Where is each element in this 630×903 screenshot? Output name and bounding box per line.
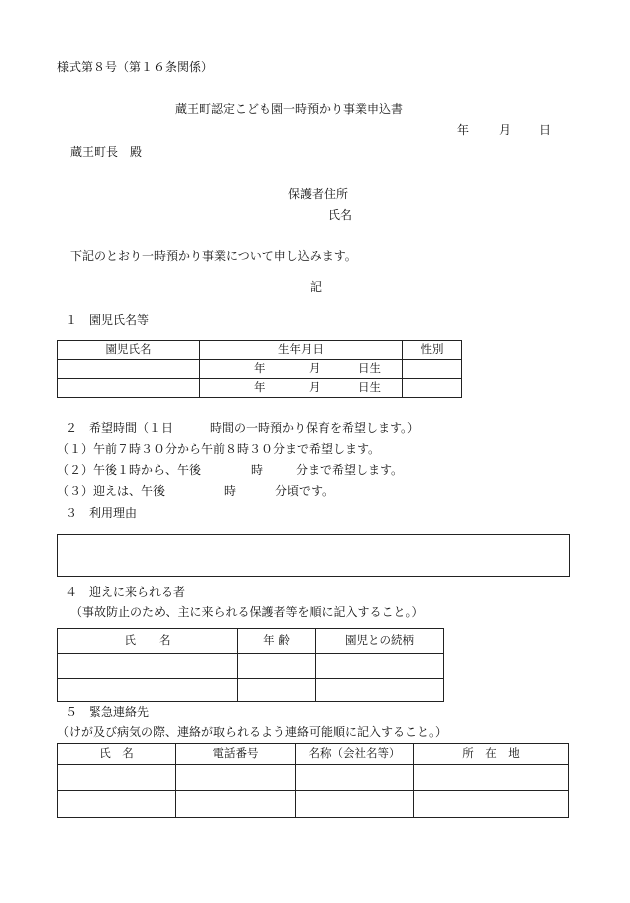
header-pickup-age: 年 齢 [238,629,316,654]
header-contact-name: 氏 名 [58,744,176,765]
company-cell[interactable] [296,791,414,818]
option-2-b: 時 [251,463,264,477]
pickup-name-cell[interactable] [58,654,238,679]
contact-name-cell[interactable] [58,765,176,791]
table-row [58,654,444,679]
birth-day-label: 日生 [358,361,381,375]
header-sex: 性別 [403,341,462,360]
emergency-contact-table [57,743,569,818]
contact-name-cell[interactable] [58,791,176,818]
table-header-row [58,629,444,654]
option-2-a: （２）午後１時から、午後 [57,463,202,477]
child-info-table [57,340,462,398]
birth-month-label: 月 [309,361,321,375]
section5-heading: ５ 緊急連絡先 [65,705,150,719]
header-phone: 電話番号 [176,744,296,765]
table-row [58,379,462,398]
header-company: 名称（会社名等） [296,744,414,765]
birth-day-label: 日生 [358,380,381,394]
phone-cell[interactable] [176,791,296,818]
form-number: 様式第８号（第１６条関係） [57,60,214,74]
option-1: （１）午前７時３０分から午前８時３０分まで希望します。 [57,442,381,456]
company-cell[interactable] [296,765,414,791]
header-pickup-name: 氏 名 [58,629,238,654]
phone-cell[interactable] [176,765,296,791]
option-2-c: 分まで希望します。 [296,463,404,477]
birthdate-cell[interactable] [200,360,403,379]
guardian-address-label: 保護者住所 [288,187,349,201]
section2-heading-b: 時間の一時預かり保育を希望します。） [210,421,420,435]
sex-cell[interactable] [403,379,462,398]
section2-heading-a: ２ 希望時間（１日 [65,421,174,435]
location-cell[interactable] [414,791,569,818]
table-row [58,679,444,702]
header-pickup-relation: 園児との続柄 [316,629,444,654]
intro-text: 下記のとおり一時預かり事業について申し込みます。 [70,249,357,263]
option-3-b: 時 [224,484,237,498]
section4-note: （事故防止のため、主に来られる保護者等を順に記入すること。） [70,605,424,619]
section4-heading: ４ 迎えに来られる者 [65,585,186,599]
addressee: 蔵王町長 殿 [70,145,143,159]
sex-cell[interactable] [403,360,462,379]
pickup-person-table [57,628,444,702]
date-year-label: 年 [457,123,470,137]
pickup-age-cell[interactable] [238,654,316,679]
option-3-c: 分頃です。 [275,484,335,498]
option-3-a: （３）迎えは、午後 [57,484,166,498]
pickup-relation-cell[interactable] [316,654,444,679]
birthdate-cell[interactable] [200,379,403,398]
location-cell[interactable] [414,765,569,791]
birth-year-label: 年 [254,361,266,375]
date-day-label: 日 [539,123,552,137]
pickup-name-cell[interactable] [58,679,238,702]
header-child-name: 園児氏名 [58,341,200,360]
child-name-cell[interactable] [58,360,200,379]
child-name-cell[interactable] [58,379,200,398]
table-row [58,360,462,379]
birth-year-label: 年 [254,380,266,394]
section1-heading: １ 園児氏名等 [65,313,150,327]
table-header-row [58,341,462,360]
header-location: 所 在 地 [414,744,569,765]
section3-heading: ３ 利用理由 [65,506,138,520]
header-birthdate: 生年月日 [200,341,403,360]
form-title: 蔵王町認定こども園一時預かり事業申込書 [175,102,404,116]
pickup-age-cell[interactable] [238,679,316,702]
reason-box[interactable] [57,534,570,577]
section5-note: （けが及び病気の際、連絡が取られるよう連絡可能順に記入すること。） [57,725,448,739]
date-month-label: 月 [499,123,512,137]
table-header-row [58,744,569,765]
table-row [58,765,569,791]
ki-heading: 記 [310,280,323,294]
birth-month-label: 月 [309,380,321,394]
pickup-relation-cell[interactable] [316,679,444,702]
guardian-name-label: 氏名 [328,208,353,222]
table-row [58,791,569,818]
